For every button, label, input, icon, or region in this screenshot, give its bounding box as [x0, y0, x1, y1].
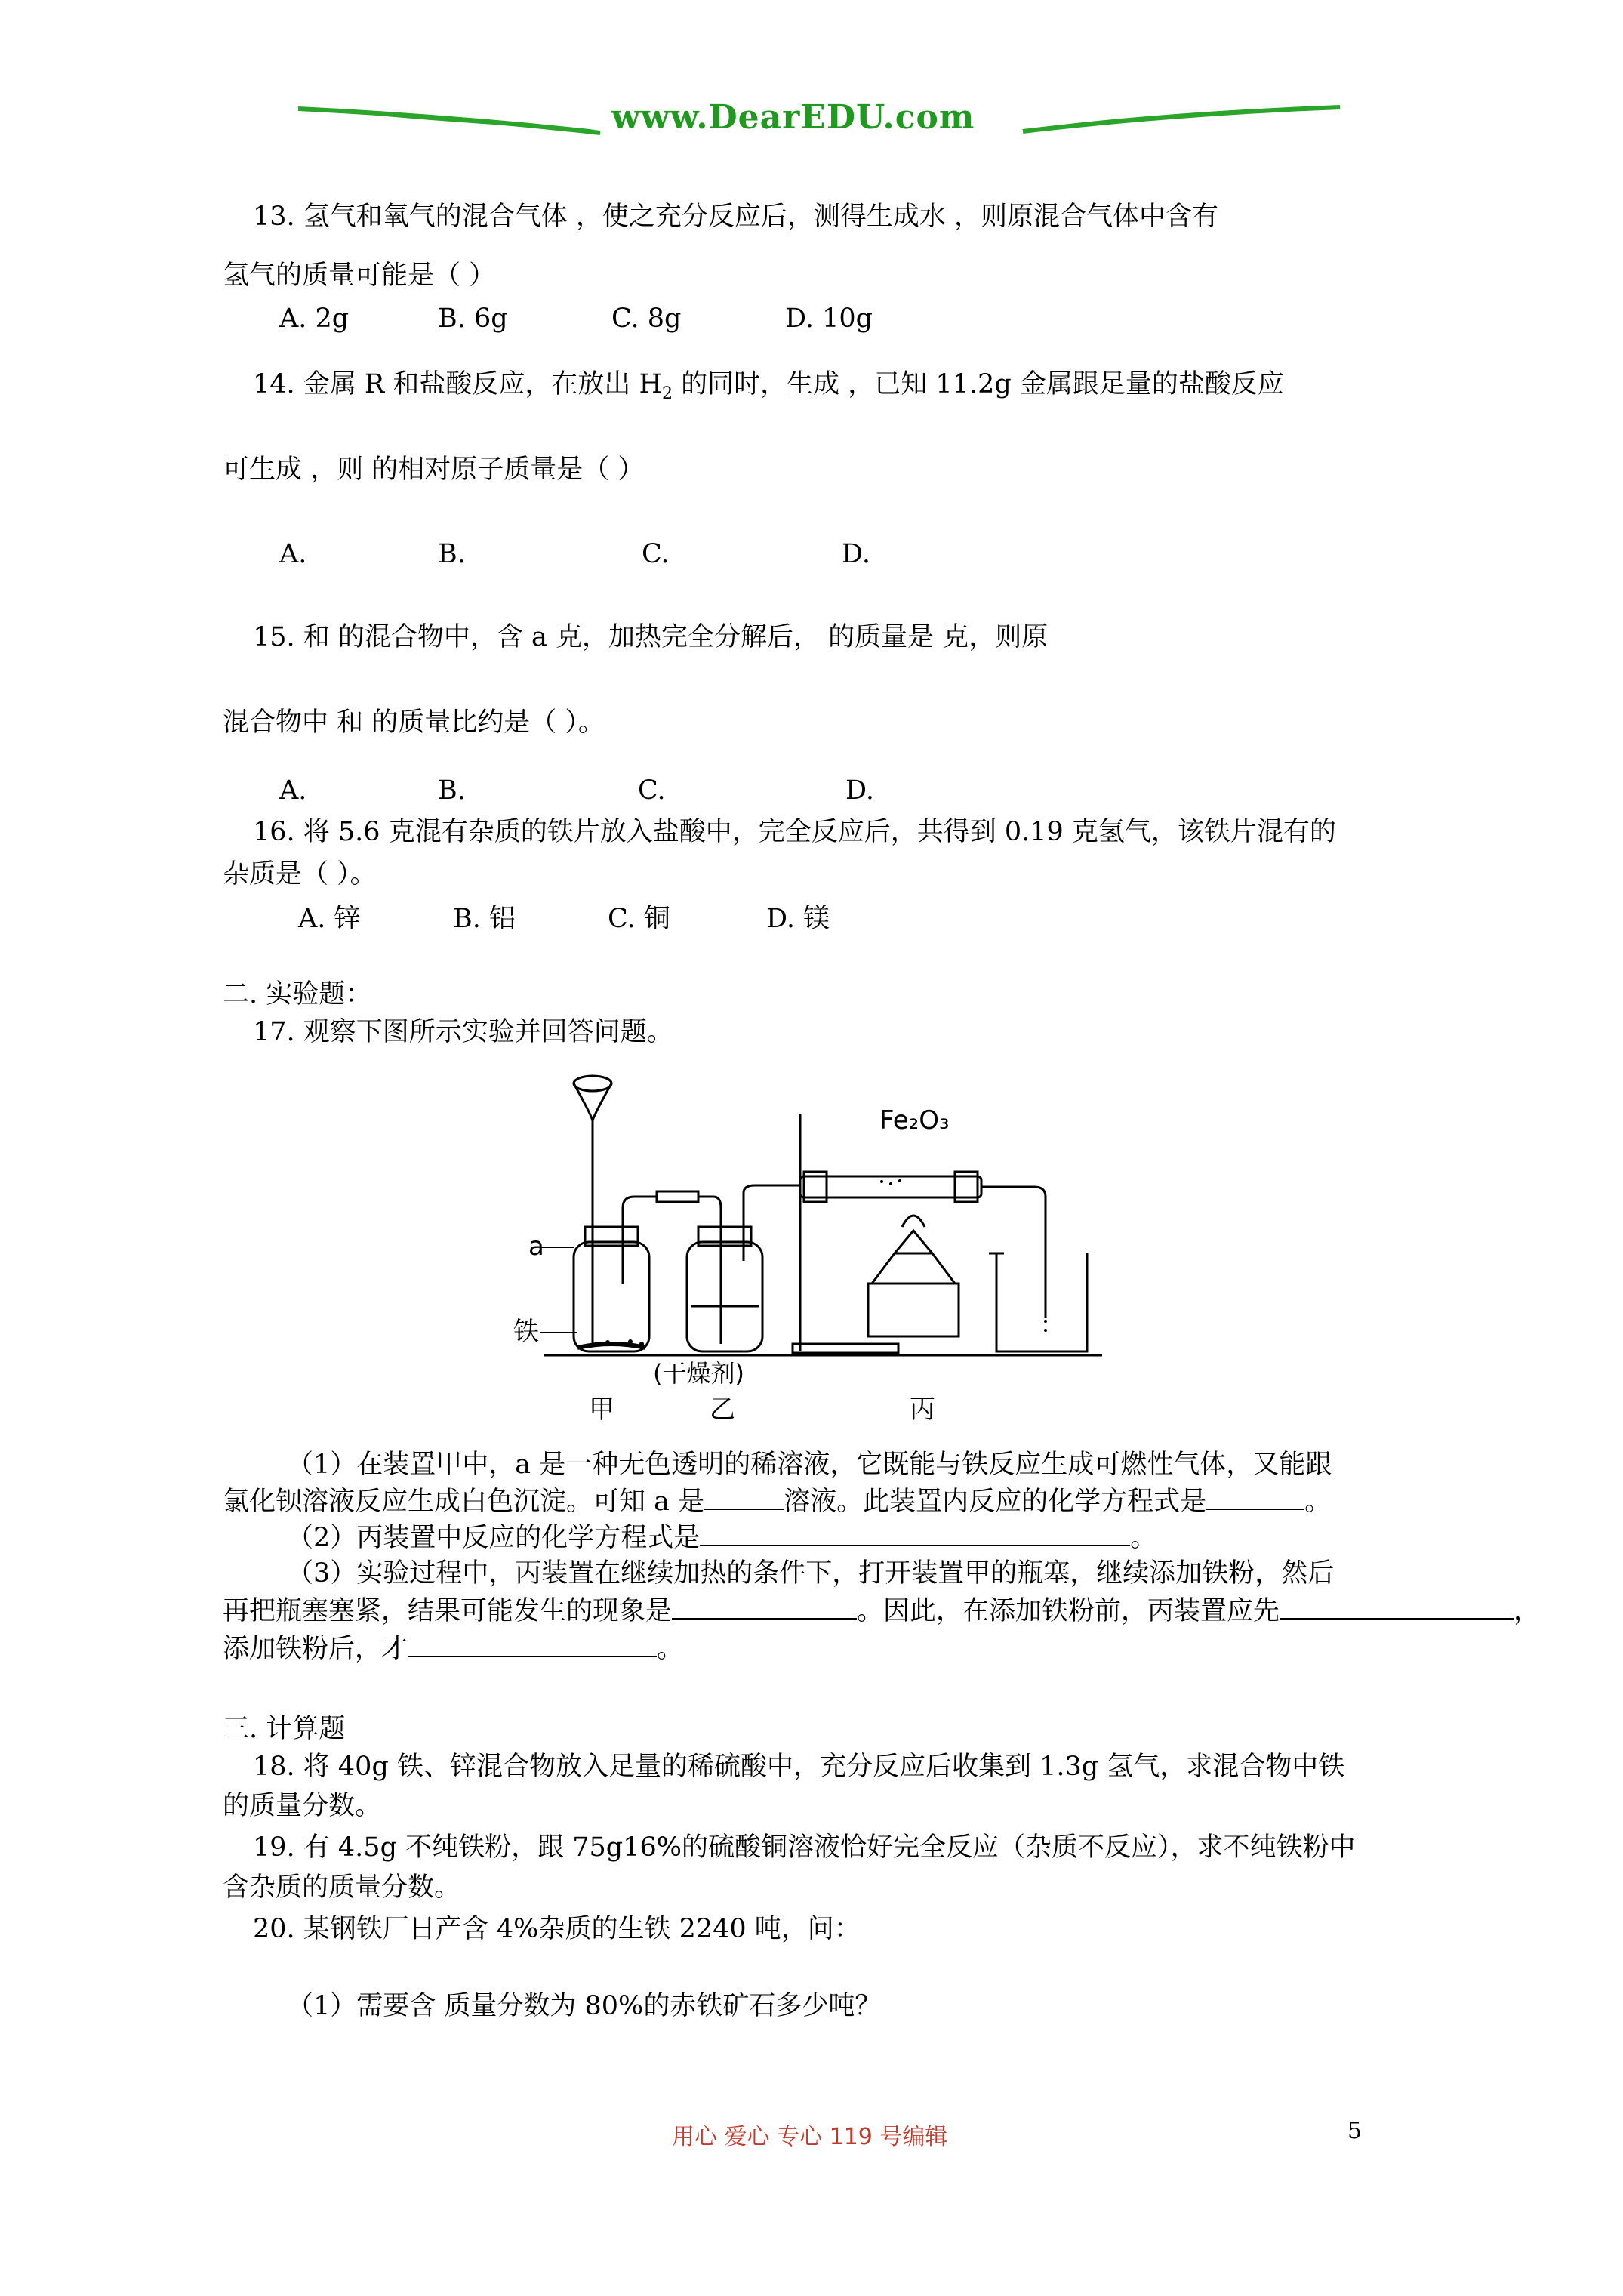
footer-text: 用心 爱心 专心 119 号编辑 — [672, 2124, 948, 2150]
q13-option-b: B. 6g — [438, 304, 508, 334]
q14-option-d: D. — [842, 539, 870, 569]
label-a: a — [528, 1231, 544, 1262]
blank-phenomenon[interactable] — [672, 1595, 857, 1620]
label-drying-agent: (干燥剂) — [653, 1359, 744, 1388]
q17-intro: 17. 观察下图所示实验并回答问题。 — [253, 1017, 673, 1047]
q19-line2: 含杂质的质量分数。 — [223, 1872, 461, 1903]
q15-option-a: A. — [279, 775, 307, 806]
q14-option-b: B. — [438, 539, 466, 569]
q17-part3-line1: （3）实验过程中，丙装置在继续加热的条件下，打开装置甲的瓶塞，继续添加铁粉，然后 — [287, 1558, 1335, 1589]
q13-option-c: C. 8g — [611, 304, 682, 334]
q14-option-c: C. — [642, 539, 670, 569]
q14-line2: 可生成 ，则 的相对原子质量是（ ） — [223, 455, 645, 485]
apparatus-diagram — [483, 1057, 1163, 1442]
q13-option-a: A. 2g — [279, 304, 350, 334]
q15-option-c: C. — [638, 775, 666, 806]
section-title-calculation: 三. 计算题 — [223, 1714, 346, 1744]
q13-line2: 氢气的质量可能是（ ） — [223, 260, 496, 291]
q18-line1: 18. 将 40g 铁、锌混合物放入足量的稀硫酸中，充分反应后收集到 1.3g 氢气，求混合物中铁 — [253, 1752, 1345, 1782]
section-title-experiment: 二. 实验题： — [223, 979, 372, 1009]
q16-option-a: A. 锌 — [298, 904, 361, 934]
q19-line1: 19. 有 4.5g 不纯铁粉，跟 75g16%的硫酸铜溶液恰好完全反应（杂质不反应），求不纯铁粉中 — [253, 1832, 1356, 1863]
q16-option-b: B. 铝 — [453, 904, 516, 934]
q15-option-b: B. — [438, 775, 466, 806]
label-bing: 丙 — [910, 1395, 935, 1425]
blank-after-adding[interactable] — [408, 1633, 657, 1657]
q20-sub1: （1）需要含 质量分数为 80%的赤铁矿石多少吨？ — [287, 1991, 882, 2021]
q13-option-d: D. 10g — [785, 304, 873, 334]
q15-option-d: D. — [845, 775, 874, 806]
label-iron: 铁 — [513, 1317, 539, 1347]
label-yi: 乙 — [710, 1395, 735, 1425]
q16-line2: 杂质是（ ）。 — [223, 859, 377, 889]
h2-subscript: 2 — [662, 384, 673, 403]
q16-option-c: C. 铜 — [608, 904, 670, 934]
q15-line2: 混合物中 和 的质量比约是（ ）。 — [223, 707, 605, 738]
blank-equation-bing[interactable] — [700, 1522, 1130, 1546]
blank-before-adding[interactable] — [1280, 1595, 1514, 1620]
q17-part3-line3: 添加铁粉后，才 。 — [223, 1634, 684, 1664]
q13-line1: 13. 氢气和氧气的混合气体 ，使之充分反应后，测得生成水 ，则原混合气体中含有 — [253, 202, 1219, 232]
site-logo[interactable]: www.DearEDU.com — [611, 98, 975, 137]
q17-part1-line2: 氯化钡溶液反应生成白色沉淀。可知 a 是 溶液。此装置内反应的化学方程式是 。 — [223, 1487, 1332, 1517]
q16-option-d: D. 镁 — [766, 904, 830, 934]
q17-part3-line2: 再把瓶塞塞紧，结果可能发生的现象是 。因此，在添加铁粉前，丙装置应先 ， — [223, 1596, 1541, 1626]
header-banner — [294, 91, 1344, 151]
q14-line1: 14. 金属 R 和盐酸反应，在放出 $H_2$ 的同时，生成 ，已知 11.2g 金属跟足量的盐酸反应 — [253, 369, 1284, 403]
q14-option-a: A. — [279, 539, 307, 569]
label-fe2o3: Fe₂O₃ — [879, 1105, 950, 1136]
q20-line1: 20. 某钢铁厂日产含 4%杂质的生铁 2240 吨，问： — [253, 1914, 861, 1944]
q17-part2: （2）丙装置中反应的化学方程式是 。 — [287, 1523, 1157, 1553]
q18-line2: 的质量分数。 — [223, 1791, 382, 1821]
blank-equation-jia[interactable] — [1206, 1486, 1304, 1510]
page-number: 5 — [1347, 2118, 1363, 2144]
blank-solution-a[interactable] — [704, 1486, 784, 1510]
q16-line1: 16. 将 5.6 克混有杂质的铁片放入盐酸中，完全反应后，共得到 0.19 克氢气，该铁片混有的 — [253, 817, 1336, 847]
label-jia: 甲 — [589, 1395, 614, 1425]
q17-part1-line1: （1）在装置甲中，a 是一种无色透明的稀溶液，它既能与铁反应生成可燃性气体，又能跟 — [287, 1450, 1332, 1480]
apparatus-figure — [483, 1057, 1163, 1442]
q15-line1: 15. 和 的混合物中，含 a 克，加热完全分解后， 的质量是 克，则原 — [253, 622, 1049, 652]
